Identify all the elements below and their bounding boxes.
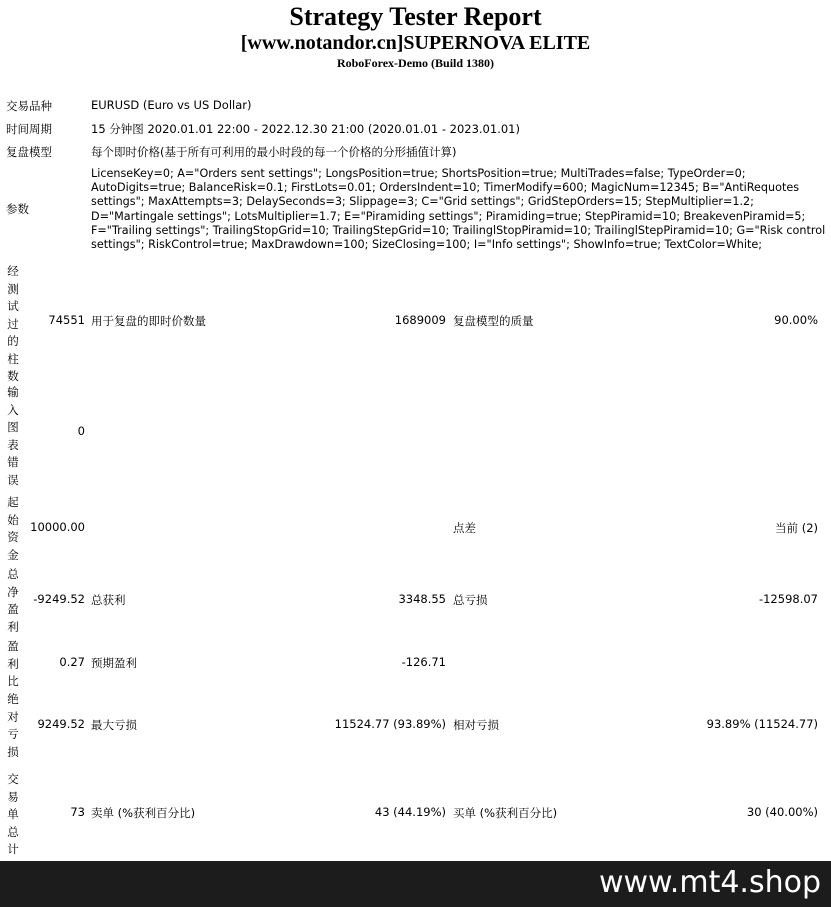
deposit-value: 10000.00 <box>30 520 85 534</box>
period-label: 时间周期 <box>6 122 52 136</box>
period-value: 15 分钟图 2020.01.01 22:00 - 2022.12.30 21:00 (2020.01.01 - 2023.01.01) <box>91 122 520 136</box>
symbol-label: 交易品种 <box>6 99 52 113</box>
watermark-bar <box>0 861 831 907</box>
expected-payoff-label: 预期盈利 <box>91 656 137 670</box>
gross-profit-label: 总获利 <box>91 593 126 607</box>
net-profit-label: 总净盈利 <box>7 567 19 634</box>
max-drawdown-value: 11524.77 (93.89%) <box>334 717 446 731</box>
spread-value: 当前 (2) <box>775 521 818 535</box>
deposit-label: 起始资金 <box>7 495 19 562</box>
spread-label: 点差 <box>453 521 476 535</box>
errors-label: 输入图表错误 <box>7 385 19 487</box>
expected-payoff-value: -126.71 <box>401 655 446 669</box>
report-subtitle: [www.notandor.cn]SUPERNOVA ELITE <box>240 32 591 54</box>
quality-label: 复盘模型的质量 <box>453 314 534 328</box>
watermark-text: www.mt4.shop <box>598 865 821 900</box>
abs-drawdown-label: 绝对亏损 <box>7 692 19 759</box>
gross-loss-label: 总亏损 <box>453 593 488 607</box>
total-trades-label: 交易单总计 <box>7 772 19 856</box>
params-label: 参数 <box>6 202 29 216</box>
short-positions-label: 卖单 (%获利百分比) <box>91 806 196 820</box>
long-positions-label: 买单 (%获利百分比) <box>453 806 558 820</box>
net-profit-value: -9249.52 <box>33 592 85 606</box>
gross-profit-value: 3348.55 <box>398 592 446 606</box>
total-trades-value: 73 <box>70 805 85 819</box>
quality-value: 90.00% <box>774 313 818 327</box>
rel-drawdown-value: 93.89% (11524.77) <box>706 717 818 731</box>
bars-value: 74551 <box>48 313 85 327</box>
symbol-value: EURUSD (Euro vs US Dollar) <box>91 98 252 112</box>
params-value: LicenseKey=0; A="Orders sent settings"; LongsPosition=true; ShortsPosition=true; MultiTrades=false; TypeOrder=0; AutoDigits=true; BalanceRisk=0.1; FirstLots=0.01; OrdersIndent=10; TimerModify=600; MagicNum=12345; B="AntiRequotes settings"; MaxAttempts=3; DelaySeconds=3; Slippage=3; C="Grid settings"; GridStepOrders=15; StepMultiplier=1.2; D="Martingale settings"; LotsMultiplier=1.7; E="Piramiding settings"; Piramiding=true; StepPiramid=10; BreakevenPiramid=5; F="Trailing settings"; TrailingStopGrid=10; TrailingStepGrid=10; TrailinglStopPiramid=10; TrailinglStepPiramid=10; G="Risk control settings"; RiskControl=true; MaxDrawdown=100; SizeClosing=100; I="Info settings"; ShowInfo=true; TextColor=White; <box>91 167 826 252</box>
short-positions-value: 43 (44.19%) <box>374 805 446 819</box>
abs-drawdown-value: 9249.52 <box>37 717 85 731</box>
gross-loss-value: -12598.07 <box>758 592 818 606</box>
ticks-label: 用于复盘的即时价数量 <box>91 314 206 328</box>
ticks-value: 1689009 <box>394 313 446 327</box>
report-server: RoboForex-Demo (Build 1380) <box>336 56 495 70</box>
model-value: 每个即时价格(基于所有可利用的最小时段的每一个价格的分形插值计算) <box>91 145 457 159</box>
max-drawdown-label: 最大亏损 <box>91 718 137 732</box>
errors-value: 0 <box>77 424 85 438</box>
profit-factor-value: 0.27 <box>59 655 85 669</box>
rel-drawdown-label: 相对亏损 <box>453 718 499 732</box>
bars-label: 经测试过的柱数 <box>7 264 19 383</box>
report-title: Strategy Tester Report <box>289 2 542 31</box>
model-label: 复盘模型 <box>6 145 52 159</box>
profit-factor-label: 盈利比 <box>7 639 19 688</box>
long-positions-value: 30 (40.00%) <box>746 805 818 819</box>
